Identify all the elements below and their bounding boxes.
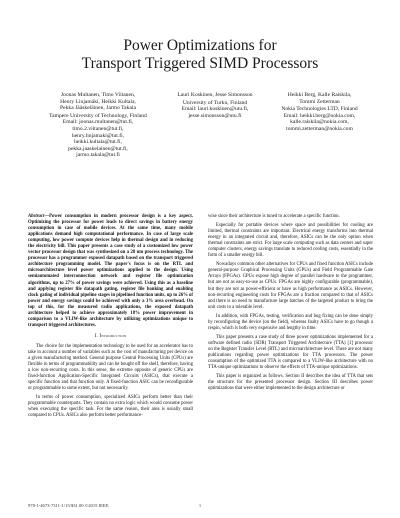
body-paragraph: wise since their architecture is tuned to accelerate a specific function. [208,214,340,219]
section-heading-introduction: I. Introduction [94,333,127,339]
body-paragraph: In terms of power consumption, specialized ASICs perform better than their programmable counterparts. They contain no extra logic which would consume power when executing the specific task. For the same reason, their area is usually small compared to CPUs. ASICs also perform better performance- [28,395,193,419]
paper-title [0,37,400,73]
author-names: Joonas Multanen, Timo Viitanen, Henry Linjamäki, Heikki Kultala, Pekka Jääskeläinen, Jarmo Takala [60,92,136,112]
author-email: Email: joonas.multanen@tut.fi, timo.2.viitanen@tut.fi, henry.linjamaki@tut.fi, heikki.kultala@tut.fi, pekka.jaaskelainen@tut.fi, jarmo.takala@tut.fi [62,119,134,159]
author-block [0,92,400,202]
body-paragraph: The choice for the implementation technology to be used for an accelerator has to take in account a number of variables such as the cost of manufacturing per device on a given manufacturing method. General purpose Central Processing Units (CPUs) are flexible in terms of programmability and can be bought off the shelf, therefore, having a low non-recurring costs. In this sense, the extreme opposite of generic CPUs are fixed-function Application-Specific Integrated Circuits (ASICs), that execute a specific function and that function only. A fixed-function ASIC can be reconfigurable or programmable to some extent, but not necessarily. [28,343,193,392]
paper-title-line-2: Transport Triggered SIMD Processors [81,55,319,72]
paper-title-line-1: Power Optimizations for [123,37,277,54]
abstract-text: —Power consumption in modern processor design is a key aspect. Optimizing the processor for power leads to direct savings in battery energy consumption in case of mobile devices. At the same time, many mobile applications demand high computational performance. In case of large scale computing, low power compute devices help in thermal design and in reducing the electricity bill. This paper presents a case study of a customized low power vector processor design that was synthesized on a 28 nm process technology. The processor has a programmer exposed datapath based on the transport triggered architecture programming model. The paper's focus is on the RTL and microarchitecture level power optimizations applied to the design. Using semiautomated interconnection network and register file optimization algorithms, up to 27% of power savings were achieved. Using this as a baseline and applying register file datapath gating, register file banking and enabling clock gating of individual pipeline stages in pipelined function units, up to 26% of power and energy savings could be achieved with only a 3% area overhead. On top of this, for the measured radio applications, the exposed datapath architecture helped to achieve approximately 18% power improvement in comparison to a VLIW-like architecture by utilizing optimizations unique to transport triggered architectures. [28,214,193,328]
copyright-footer: 978-1-4673-7311-1/15/$31.00 ©2015 IEEE [28,503,109,508]
author-email: Email: lauri.koskinen@utu.fi, jesse.simonsson@utu.fi [181,106,249,119]
body-paragraph: In addition, with FPGAs, testing, verification and bug fixing can be done simply by reconfiguring the device (on the field), whereas faulty ASICs have to go though a respin, which is both very expensive and lengthy in time. [208,313,373,331]
author-group-tut [38,92,158,159]
abstract [28,214,193,329]
body-paragraph: Nowadays common other alternatives for CPUs and fixed function ASICs include general-purpose Graphical Processing Units (GPUs) and Field Programmable Gate Arrays (FPGAs). GPUs expose high degree of parallel hardware to the programmer, but are not as easy-to-use as CPUs. FPGAs are highly configurable (programmable), but they are not as power-efficient or have as high performance as ASICs. However, non-recurring engineering costs for FPGAs are a fraction compared to that of ASICs and there is no need to manufacture large batches of the targeted product to bring the unit costs to a tolerable level. [208,262,373,310]
body-paragraph: This paper presents a case study of three power optimizations implemented for a software defined radio (SDR) Transport Triggered Architecture (TTA) [1] processor on the Register Transfer Level (RTL) and microarchitecture level. There are not many publications regarding power optimizations for TTA processors. The power consumption of the optimized TTA is compared to a VLIW-like architecture with no TTA-unique optimizations to observe the effects of TTA-unique optimizations. [208,334,373,371]
author-affiliation: Tampere University of Technology, Finland [49,112,147,119]
author-group-nokia [262,92,377,133]
body-paragraph: This paper is organized as follows. Section II describes the idea of TTA that sets the structure for the presented processor design. Section III describes power optimizations that were either implemented to the design architecture or [208,374,373,392]
author-affiliation: University of Turku, Finland [182,99,248,106]
author-group-utu [160,92,270,119]
right-column [208,214,373,395]
page-number: 1 [198,503,202,508]
author-affiliation: Nokia Technologies LTD, Finland [281,106,358,113]
body-paragraph: Especially for portable devices where space and possibilities for cooling are limited, thermal constraints are important. Electrical energy transforms into thermal energy in an integrated circuit and, therefore, ASICs can be the only option when thermal constraints are strict. For large scale computing such as data centers and super computer clusters, energy savings translate to reduced cooling costs, essentially in the form of a smaller energy bill. [208,223,373,259]
author-email: Email: heikki.berg@nokia.com, kalle.raiskila@nokia.com, tommi.zetterman@nokia.com [283,112,356,132]
abstract-label: Abstract [28,214,45,219]
left-column [28,214,193,423]
author-names: Lauri Koskinen, Jesse Simonsson [177,92,253,98]
author-names: Heikki Berg, Kalle Raiskila, Tommi Zetterman [287,92,352,105]
